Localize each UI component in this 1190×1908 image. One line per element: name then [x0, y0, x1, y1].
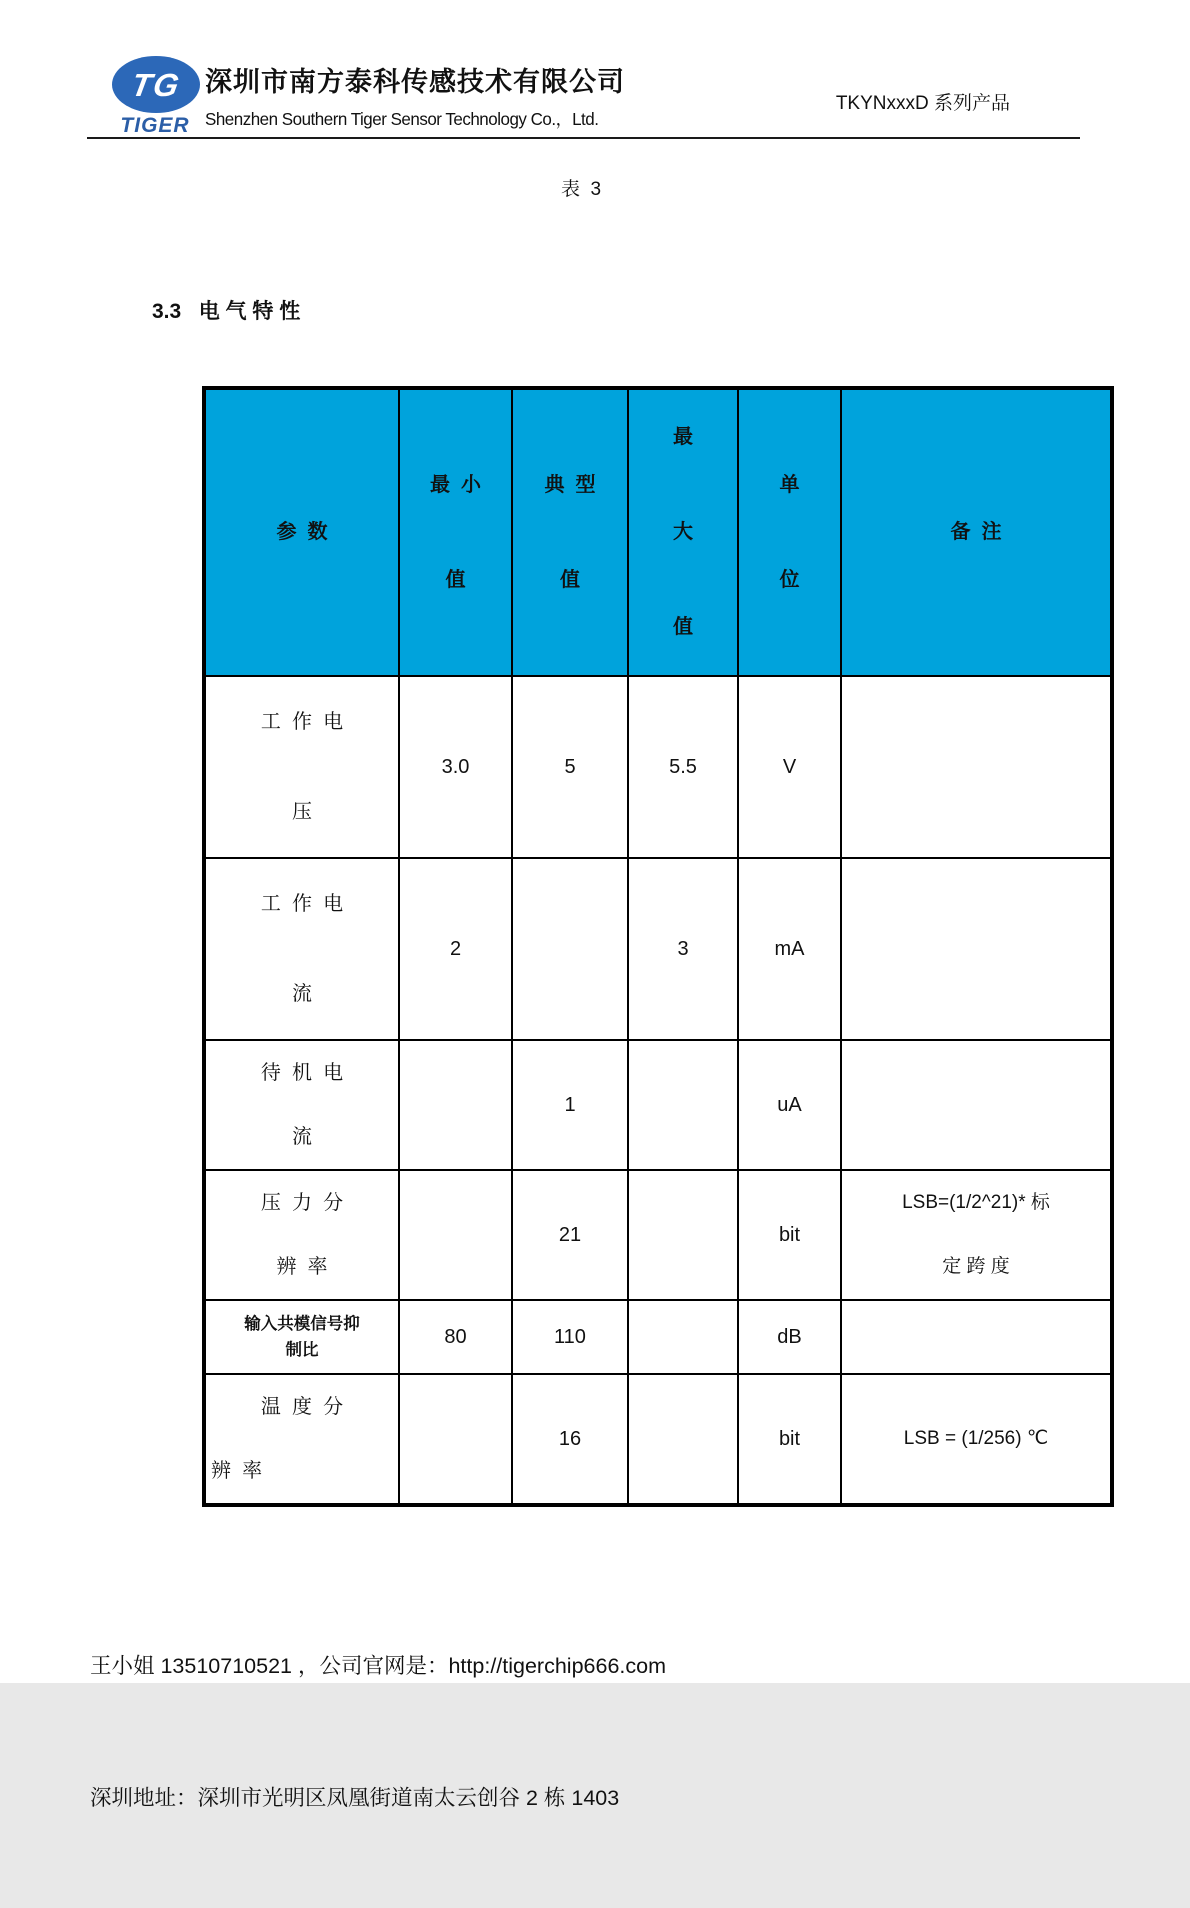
note-cell: LSB = (1/256) ℃	[841, 1374, 1112, 1505]
col-header-unit: 单 位	[738, 388, 841, 676]
unit-cell: mA	[738, 858, 841, 1040]
min-cell	[399, 1374, 512, 1505]
footer-address-line: 深圳地址：深圳市光明区凤凰街道南太云创谷 2 栋 1403	[90, 1786, 620, 1810]
unit-cell: bit	[738, 1170, 841, 1300]
table-row-temperature-resolution	[204, 1374, 1112, 1505]
max-cell	[628, 1300, 738, 1374]
logo-tiger-text: TIGER	[120, 114, 190, 137]
note-cell	[841, 858, 1112, 1040]
tiger-logo-icon	[112, 56, 200, 113]
max-cell	[628, 1040, 738, 1170]
logo-tg-text: TG	[128, 66, 184, 103]
company-name-english: Shenzhen Southern Tiger Sensor Technology Co.，Ltd.	[205, 109, 599, 129]
company-name-chinese: 深圳市南方泰科传感技术有限公司	[205, 67, 625, 97]
min-cell: 80	[399, 1300, 512, 1374]
max-cell: 3	[628, 858, 738, 1040]
product-series-label: TKYNxxxD 系列产品	[835, 93, 1010, 114]
typ-cell	[512, 858, 628, 1040]
param-cell: 压 力 分 辨 率	[204, 1170, 399, 1300]
table-header-row	[204, 388, 1112, 676]
param-cell: 工 作 电 流	[204, 858, 399, 1040]
col-header-min: 最 小 值	[399, 388, 512, 676]
col-header-max: 最 大 值	[628, 388, 738, 676]
section-heading: 3.3 电 气 特 性	[152, 300, 301, 323]
note-cell	[841, 1040, 1112, 1170]
table-row-pressure-resolution	[204, 1170, 1112, 1300]
max-cell: 5.5	[628, 676, 738, 858]
note-cell: LSB=(1/2^21)* 标 定 跨 度	[841, 1170, 1112, 1300]
min-cell	[399, 1040, 512, 1170]
param-cell: 输入共模信号抑 制比	[204, 1300, 399, 1374]
table-caption: 表 3	[560, 179, 602, 200]
col-header-parameter: 参 数	[204, 388, 399, 676]
param-cell: 温 度 分 辨 率	[204, 1374, 399, 1505]
table-row-cmrr	[204, 1300, 1112, 1374]
table-row-operating-voltage	[204, 676, 1112, 858]
param-cell: 待 机 电 流	[204, 1040, 399, 1170]
typ-cell: 5	[512, 676, 628, 858]
unit-cell: bit	[738, 1374, 841, 1505]
param-cell: 工 作 电 压	[204, 676, 399, 858]
note-cell	[841, 676, 1112, 858]
note-cell	[841, 1300, 1112, 1374]
table-row-operating-current	[204, 858, 1112, 1040]
electrical-characteristics-table	[202, 386, 1114, 1507]
min-cell	[399, 1170, 512, 1300]
unit-cell: uA	[738, 1040, 841, 1170]
col-header-remark: 备 注	[841, 388, 1112, 676]
typ-cell: 110	[512, 1300, 628, 1374]
header-divider	[87, 137, 1080, 139]
unit-cell: dB	[738, 1300, 841, 1374]
footer-contact	[90, 1556, 666, 1908]
col-header-typical: 典 型 值	[512, 388, 628, 676]
max-cell	[628, 1170, 738, 1300]
footer-contact-line: 王小姐 13510710521 ，公司官网是：http://tigerchip666.com	[90, 1654, 666, 1678]
typ-cell: 21	[512, 1170, 628, 1300]
typ-cell: 16	[512, 1374, 628, 1505]
min-cell: 3.0	[399, 676, 512, 858]
table-row-standby-current	[204, 1040, 1112, 1170]
min-cell: 2	[399, 858, 512, 1040]
typ-cell: 1	[512, 1040, 628, 1170]
max-cell	[628, 1374, 738, 1505]
unit-cell: V	[738, 676, 841, 858]
